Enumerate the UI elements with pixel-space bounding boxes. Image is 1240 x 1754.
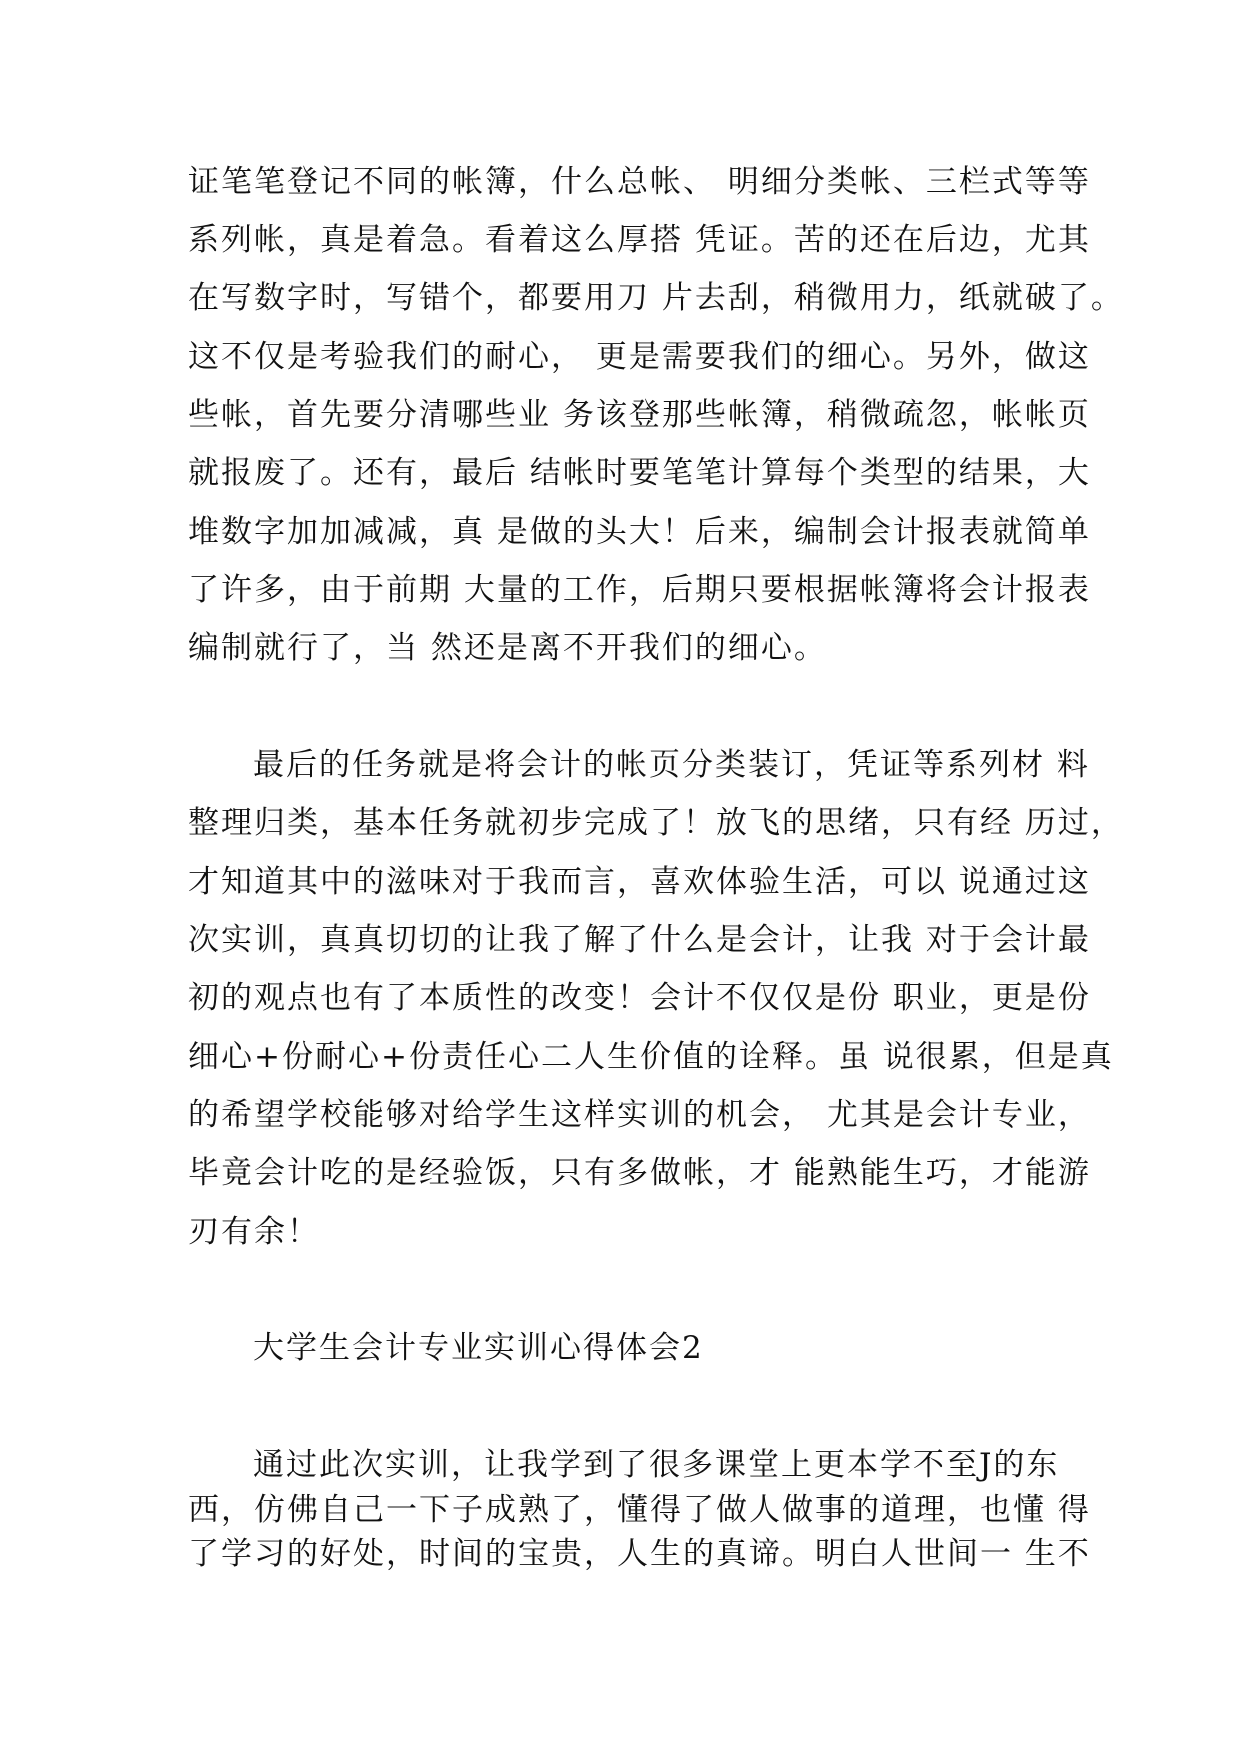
paragraph-2-line-4: 次实训，真真切切的让我了解了什么是会计，让我 对于会计最 (188, 922, 1091, 958)
paragraph-1-line-2: 系列帐，真是着急。看着这么厚搭 凭证。苦的还在后边，尤其 (188, 222, 1091, 258)
paragraph-1-line-9: 编制就行了，当 然还是离不开我们的细心。 (188, 630, 827, 666)
paragraph-1-line-4: 这不仅是考验我们的耐心， 更是需要我们的细心。另外，做这 (188, 339, 1091, 375)
paragraph-2-line-3: 才知道其中的滋味对于我而言，喜欢体验生活，可以 说通过这 (188, 864, 1091, 900)
paragraph-1-line-6: 就报废了。还有，最后 结帐时要笔笔计算每个类型的结果，大 (188, 455, 1091, 491)
paragraph-2-line-5: 初的观点也有了本质性的改变！会计不仅仅是份 职业，更是份 (188, 980, 1091, 1016)
paragraph-1-line-5: 些帐，首先要分清哪些业 务该登那些帐簿，稍微疏忽，帐帐页 (188, 397, 1091, 433)
section-heading: 大学生会计专业实训心得体会2 (253, 1330, 704, 1366)
paragraph-1-line-1: 证笔笔登记不同的帐簿，什么总帐、 明细分类帐、三栏式等等 (188, 164, 1091, 200)
paragraph-3-line-1: 通过此次实训，让我学到了很多课堂上更本学不至J的东 (253, 1447, 1060, 1483)
paragraph-2-line-9: 刃有余！ (188, 1214, 320, 1250)
paragraph-1-line-3: 在写数字时，写错个，都要用刀 片去刮，稍微用力，纸就破了。 (188, 280, 1124, 316)
paragraph-2-line-1: 最后的任务就是将会计的帐页分类装订，凭证等系列材 料 (253, 747, 1090, 783)
paragraph-1-line-8: 了许多，由于前期 大量的工作，后期只要根据帐簿将会计报表 (188, 572, 1091, 608)
paragraph-2-line-7: 的希望学校能够对给学生这样实训的机会， 尤其是会计专业， (188, 1097, 1091, 1133)
paragraph-2-line-6: 细心+份耐心+份责任心二人生价值的诠释。虽 说很累，但是真 (188, 1039, 1114, 1075)
paragraph-1-line-7: 堆数字加加减减，真 是做的头大！后来，编制会计报表就简单 (188, 514, 1091, 550)
paragraph-3-line-3: 了学习的好处，时间的宝贵，人生的真谛。明白人世间一 生不 (188, 1536, 1091, 1572)
paragraph-2-line-2: 整理归类，基本任务就初步完成了！放飞的思绪，只有经 历过， (188, 805, 1124, 841)
paragraph-2-line-8: 毕竟会计吃的是经验饭，只有多做帐，才 能熟能生巧，才能游 (188, 1155, 1091, 1191)
paragraph-3-line-2: 西，仿佛自己一下子成熟了，懂得了做人做事的道理，也懂 得 (188, 1492, 1091, 1528)
